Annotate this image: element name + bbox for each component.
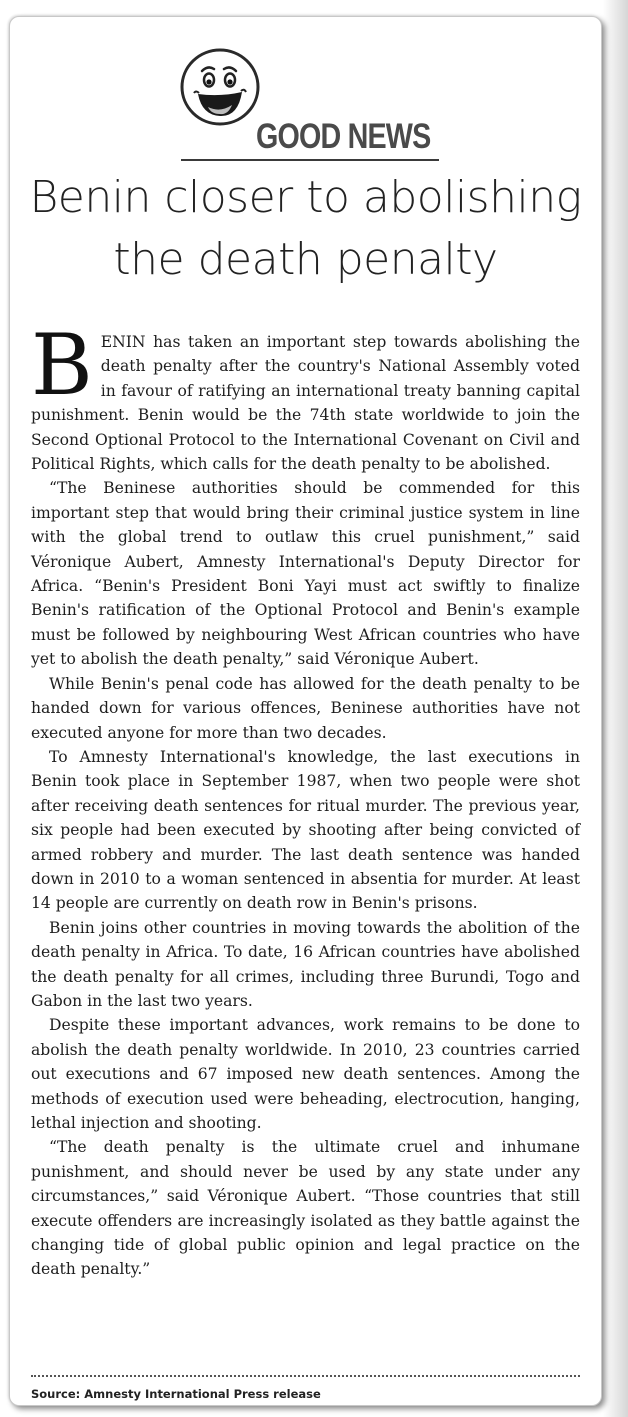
paragraph-7: “The death penalty is the ultimate cruel and inhumane punishment, and should never be used by any state under any circumstances,” said Véronique Aubert. “Those countries that still execute offenders are increasingly isolated as they battle against the changing tide of global public opinion and legal practice on the death penalty.” xyxy=(31,1138,580,1279)
paragraph-1 xyxy=(31,316,580,476)
drop-cap: B xyxy=(31,316,93,414)
smiley-face-icon xyxy=(180,47,260,127)
dotted-divider xyxy=(31,1375,580,1377)
good-news-label: GOOD NEWS xyxy=(256,117,431,156)
source-credit: Source: Amnesty International Press release xyxy=(31,1387,321,1401)
paragraph-4: To Amnesty International's knowledge, the last executions in Benin took place in September 1987, when two people were shot after receiving death sentences for ritual murder. The previous year, six people had been executed by shooting after being convicted of armed robbery and murder. The last death sentence was handed down in 2010 to a woman sentenced in absentia for murder. At least 14 people are currently on death row in Benin's prisons. xyxy=(31,747,580,913)
paragraph-2: “The Beninese authorities should be commended for this important step that would bring their criminal justice system in line with the global trend to outlaw this cruel punishment,” said Véronique Aubert, Amnesty International's Deputy Director for Africa. “Benin's President Boni Yayi must act swiftly to finalize Benin's ratification of the Optional Protocol and Benin's example must be followed by neighbouring West African countries who have yet to abolish the death penalty,” said Véronique Aubert. xyxy=(31,479,580,669)
headline-line-2: the death penalty xyxy=(113,234,498,285)
article-body xyxy=(31,316,580,1282)
good-news-logo xyxy=(10,47,601,156)
paragraph-1-text: ENIN has taken an important step towards abolishing the death penalty after the country's National Assembly voted in favour of ratifying an international treaty banning capital punishment. Benin would be the 74th state worldwide to join the Second Optional Protocol to the International Covenant on Civil and Political Rights, which calls for the death penalty to be abolished. xyxy=(31,333,580,474)
headline-line-1: Benin closer to abolishing xyxy=(29,172,582,223)
paragraph-3: While Benin's penal code has allowed for the death penalty to be handed down for various offences, Beninese authorities have not executed anyone for more than two decades. xyxy=(31,674,580,742)
paragraph-6: Despite these important advances, work remains to be done to abolish the death penalty worldwide. In 2010, 23 countries carried out executions and 67 imposed new death sentences. Among the methods of execution used were beheading, electrocution, hanging, lethal injection and shooting. xyxy=(31,1016,580,1132)
paragraph-5: Benin joins other countries in moving towards the abolition of the death penalty in Africa. To date, 16 African countries have abolished the death penalty for all crimes, including three Burundi, Togo and Gabon in the last two years. xyxy=(31,918,580,1010)
article-card xyxy=(9,16,602,1406)
headline xyxy=(10,167,601,291)
logo-underline xyxy=(181,159,439,161)
